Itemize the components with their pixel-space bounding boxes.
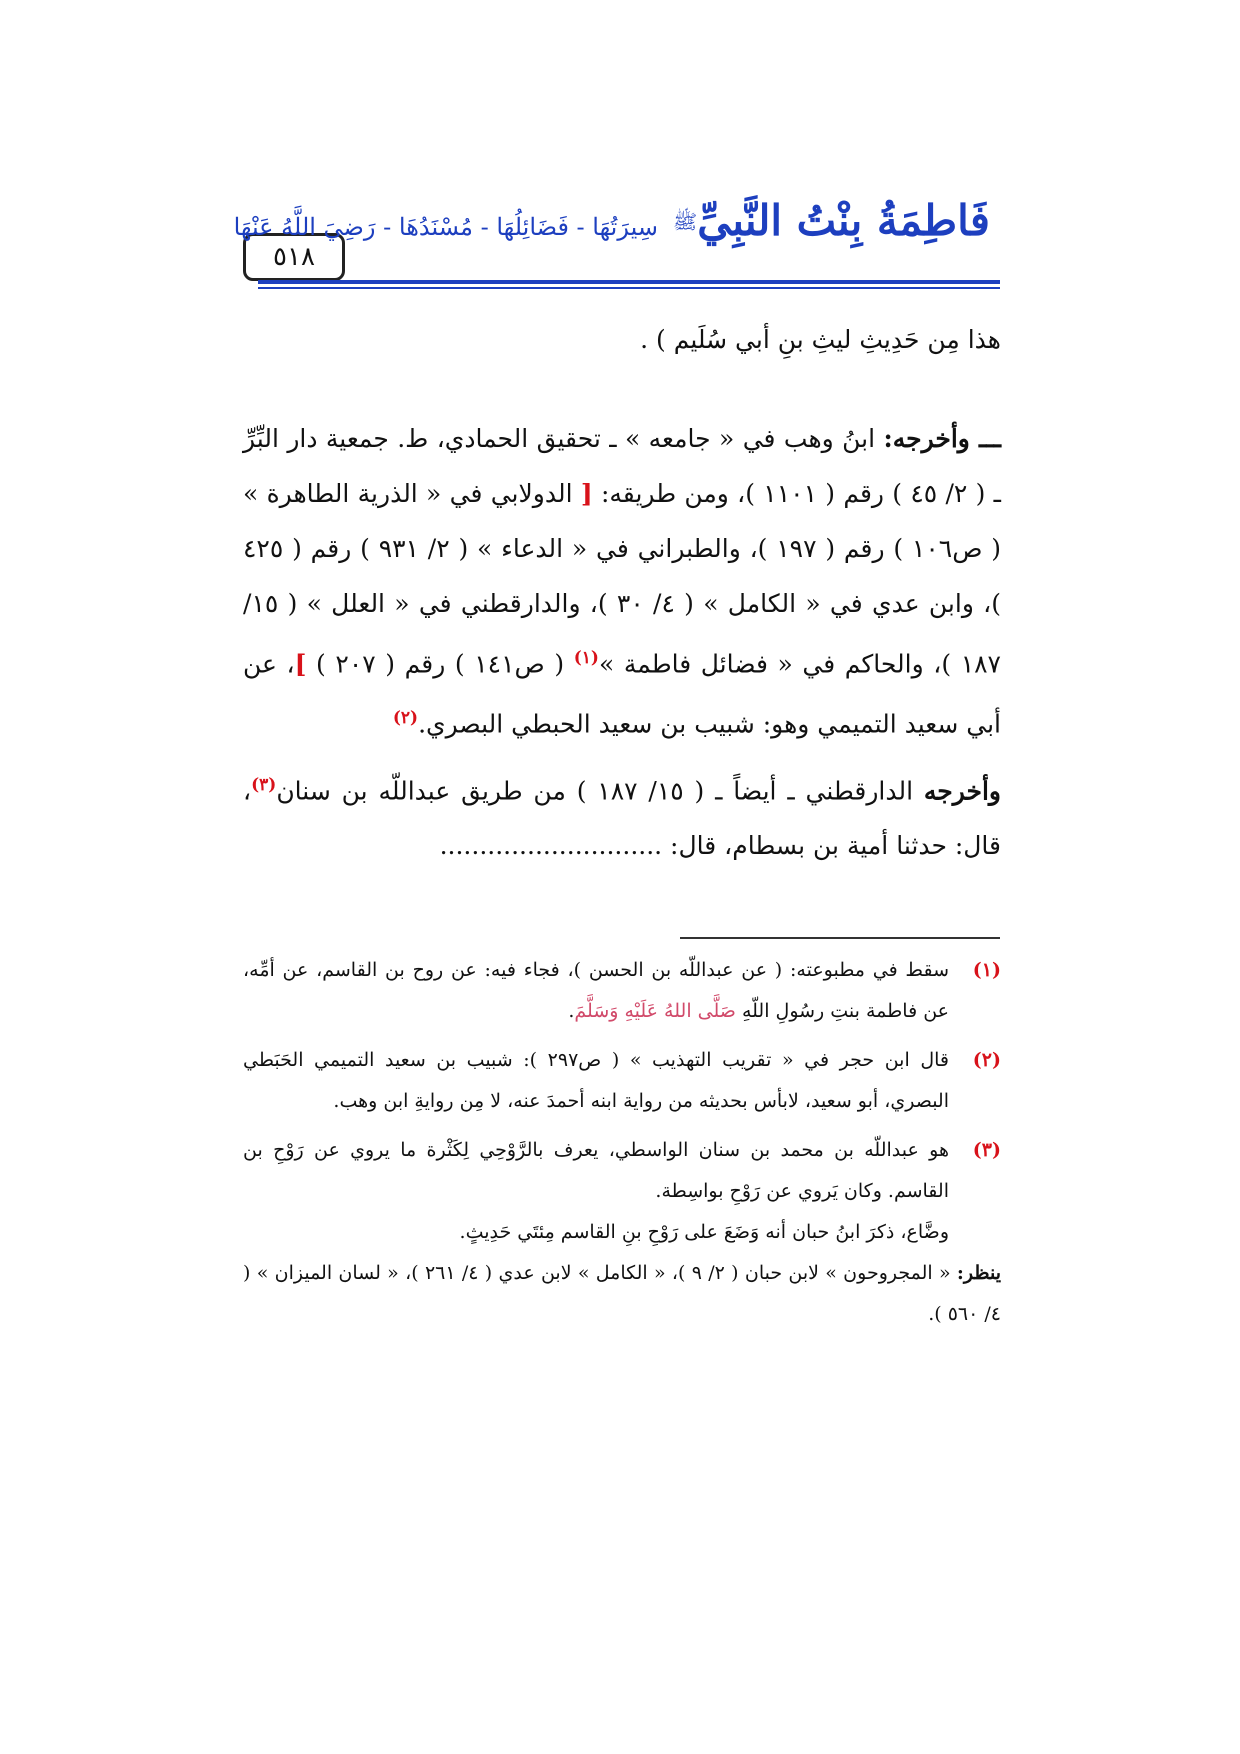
footnote-3-line-2: وضَّاع، ذكرَ ابنُ حبان أنه وَضَعَ على رَوْحِ بنِ القاسم مِئتَي حَدِيثٍ. xyxy=(459,1221,949,1243)
footnote-2-number: (٢) xyxy=(972,1049,1001,1071)
paragraph-2-text-c: ( ص١٤١ ) رقم ( ٢٠٧ ) xyxy=(316,649,565,679)
header-rule-thin xyxy=(258,287,1000,289)
footnote-3-line-3: « المجروحون » لابن حبان ( ٢/ ٩ )، « الكامل » لابن عدي ( ٤/ ٢٦١ )، « لسان الميزان » ( ٤/ ٥٦٠ ). xyxy=(243,1262,1001,1325)
footnote-1-end: . xyxy=(568,1000,575,1022)
footnote-separator xyxy=(680,937,1000,939)
paragraph-2-text-a: ابنُ وهب في « جامعه » ـ تحقيق الحمادي، ط. جمعية دار البِّرِّ ـ ( ٢/ ٤٥ ) رقم ( ١١٠١ )، ومن طريقه: xyxy=(243,424,1001,508)
footnote-3-number: (٣) xyxy=(972,1139,1001,1161)
footnote-3 xyxy=(243,1130,1001,1212)
paragraph-2-text-b: الدولابي في « الذرية الطاهرة » ( ص١٠٦ ) رقم ( ١٩٧ )، والطبراني في « الدعاء » ( ٢/ ٩٣١ ) رقم ( ٤٢٥ )، وابن عدي في « الكامل » ( ٤/ ٣٠ )، والدارقطني في « العلل » ( ١٥/ ١٨٧ )، والحاكم في « فضائل فاطمة » xyxy=(243,479,1001,679)
book-title-honorific: ﷺ xyxy=(673,209,698,234)
footnote-ref-2[interactable]: (٢) xyxy=(392,708,419,729)
footnote-3-line-3-wrap xyxy=(243,1253,1001,1335)
footnote-1-text: سقط في مطبوعته: ( عن عبداللّه بن الحسن )، فجاء فيه: عن روح بن القاسم، عن أمِّه، عن فاطمة بنتِ رسُولِ اللّهِ xyxy=(243,959,949,1022)
paragraph-3 xyxy=(243,758,1001,873)
footnote-2-text: قال ابن حجر في « تقريب التهذيب » ( ص٢٩٧ ): شبيب بن سعيد التميمي الحَبَطي البصري، أبو سعيد، لابأس بحديثه من رواية ابنه أحمدَ عنه، لا مِن روايةِ ابن وهب. xyxy=(243,1049,949,1112)
paragraph-2-text-d: ، عن أبي سعيد التميمي وهو: شبيب بن سعيد الحبطي البصري. xyxy=(243,649,1001,739)
footnotes xyxy=(243,950,1001,1335)
footnote-ref-1[interactable]: (١) xyxy=(573,648,599,668)
page-number: ٥١٨ xyxy=(243,233,345,281)
paragraph-2 xyxy=(243,411,1001,752)
bracket-open: [ xyxy=(580,479,593,508)
paragraph-3-lead: وأخرجه xyxy=(923,775,1001,805)
header-rule xyxy=(258,280,1000,284)
footnote-1 xyxy=(243,950,1001,1032)
book-subtitle: سِيرَتُهَا - فَضَائِلُهَا - مُسْنَدُهَا - رَضِيَ اللَّهُ عَنْهَا xyxy=(233,213,658,241)
footnote-3-line-2-wrap xyxy=(243,1212,1001,1253)
footnote-2 xyxy=(243,1040,1001,1122)
book-title-main: فَاطِمَةُ بِنْتُ النَّبِيِّ xyxy=(697,196,990,245)
footnote-3-see-label: ينظر: xyxy=(956,1262,1001,1284)
footnote-ref-3[interactable]: (٣) xyxy=(251,774,277,795)
paragraph-1: هذا مِن حَدِيثِ ليثِ بنِ أبي سُلَيم ) . xyxy=(640,325,1001,354)
bracket-close: ] xyxy=(294,649,307,679)
paragraph-3-text-b: ، قال: حدثنا أمية بن بسطام، قال: ............................ xyxy=(243,775,1001,860)
salutation-text: صَلَّى اللهُ عَلَيْهِ وَسَلَّمَ xyxy=(574,1000,736,1022)
footnote-3-line-1: هو عبداللّه بن محمد بن سنان الواسطي، يعرف بالرَّوْحِي لِكَثْرة ما يروي عن رَوْحِ بن القاسم. وكان يَروي عن رَوْحِ بواسِطة. xyxy=(243,1139,949,1202)
footnote-1-number: (١) xyxy=(972,959,1001,981)
main-text xyxy=(243,312,1001,873)
paragraph-2-lead: ـــ وأخرجه: xyxy=(883,424,1001,453)
paragraph-3-text-a: الدارقطني ـ أيضاً ـ ( ١٥/ ١٨٧ ) من طريق عبداللّه بن سنان xyxy=(276,775,914,805)
